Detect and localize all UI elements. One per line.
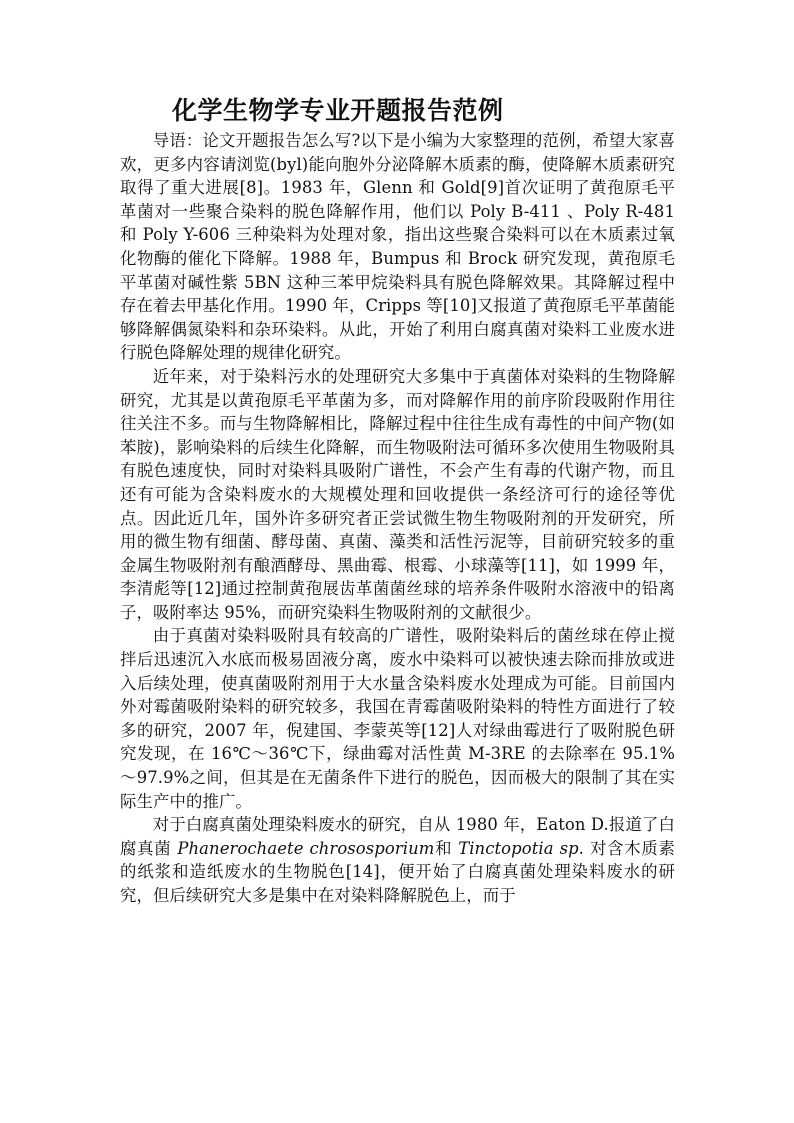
paragraph-white-rot-fungi [120, 813, 675, 907]
document-title: 化学生物学专业开题报告范例 [172, 96, 504, 125]
paragraph-text-before: 对于白腐真菌处理染料废水的研究，自从 1980 年，Eaton D.报道了白腐真菌 [120, 815, 675, 858]
document-page [120, 95, 675, 908]
species-name-tinctopotia: Tinctopotia sp. [458, 838, 584, 858]
paragraph-text-connector: 和 [434, 838, 459, 858]
paragraph-intro: 导语：论文开题报告怎么写?以下是小编为大家整理的范例，希望大家喜欢，更多内容请浏览(byl)能向胞外分泌降解木质素的酶，使降解木质素研究取得了重大进展[8]。1983 年，Glenn 和 Gold[9]首次证明了黄孢原毛平革菌对一些聚合染料的脱色降解作用，他们以 Poly B-411 、Poly R-481 和 Poly Y-606 三种染料为处理对象，指出这些聚合染料可以在木质素过氧化物酶的催化下降解。1988 年，Bumpus 和 Brock 研究发现，黄孢原毛平革菌对碱性紫 5BN 这种三苯甲烷染料具有脱色降解效果。其降解过程中存在着去甲基化作用。1990 年，Cripps 等[10]又报道了黄孢原毛平革菌能够降解偶氮染料和杂环染料。从此，开始了利用白腐真菌对染料工业废水进行脱色降解处理的规律化研究。 [120, 131, 675, 363]
species-name-phanerochaete: Phanerochaete chrososporium [177, 838, 435, 858]
paragraph-recent-research: 近年来，对于染料污水的处理研究大多集中于真菌体对染料的生物降解研究，尤其是以黄孢原毛平革菌为多，而对降解作用的前序阶段吸附作用往往关注不多。而与生物降解相比，降解过程中往往生成有毒性的中间产物(如苯胺)，影响染料的后续生化降解，而生物吸附法可循环多次使用生物吸附具有脱色速度快，同时对染料具吸附广谱性，不会产生有毒的代谢产物，而且还有可能为含染料废水的大规模处理和回收提供一条经济可行的途径等优点。因此近几年，国外许多研究者正尝试微生物生物吸附剂的开发研究，所用的微生物有细菌、酵母菌、真菌、藻类和活性污泥等，目前研究较多的重金属生物吸附剂有酿酒酵母、黑曲霉、根霉、小球藻等[11]，如 1999 年，李清彪等[12]通过控制黄孢展齿革菌菌丝球的培养条件吸附水溶液中的铅离子，吸附率达 95%，而研究染料生物吸附剂的文献很少。 [120, 366, 675, 622]
paragraph-text-after: 对含木质素的纸浆和造纸废水的生物脱色[14]，便开始了白腐真菌处理染料废水的研究，但后续研究大多是集中在对染料降解脱色上，而于 [120, 838, 676, 905]
paragraph-fungal-adsorption: 由于真菌对染料吸附具有较高的广谱性，吸附染料后的菌丝球在停止搅拌后迅速沉入水底而极易固液分离，废水中染料可以被快速去除而排放或进入后续处理，使真菌吸附剂用于大水量含染料废水处理成为可能。目前国内外对霉菌吸附染料的研究较多，我国在青霉菌吸附染料的特性方面进行了较多的研究，2007 年，倪建国、李蒙英等[12]人对绿曲霉进行了吸附脱色研究发现，在 16℃～36℃下，绿曲霉对活性黄 M-3RE 的去除率在 95.1%～97.9%之间，但其是在无菌条件下进行的脱色，因而极大的限制了其在实际生产中的推广。 [120, 626, 675, 811]
